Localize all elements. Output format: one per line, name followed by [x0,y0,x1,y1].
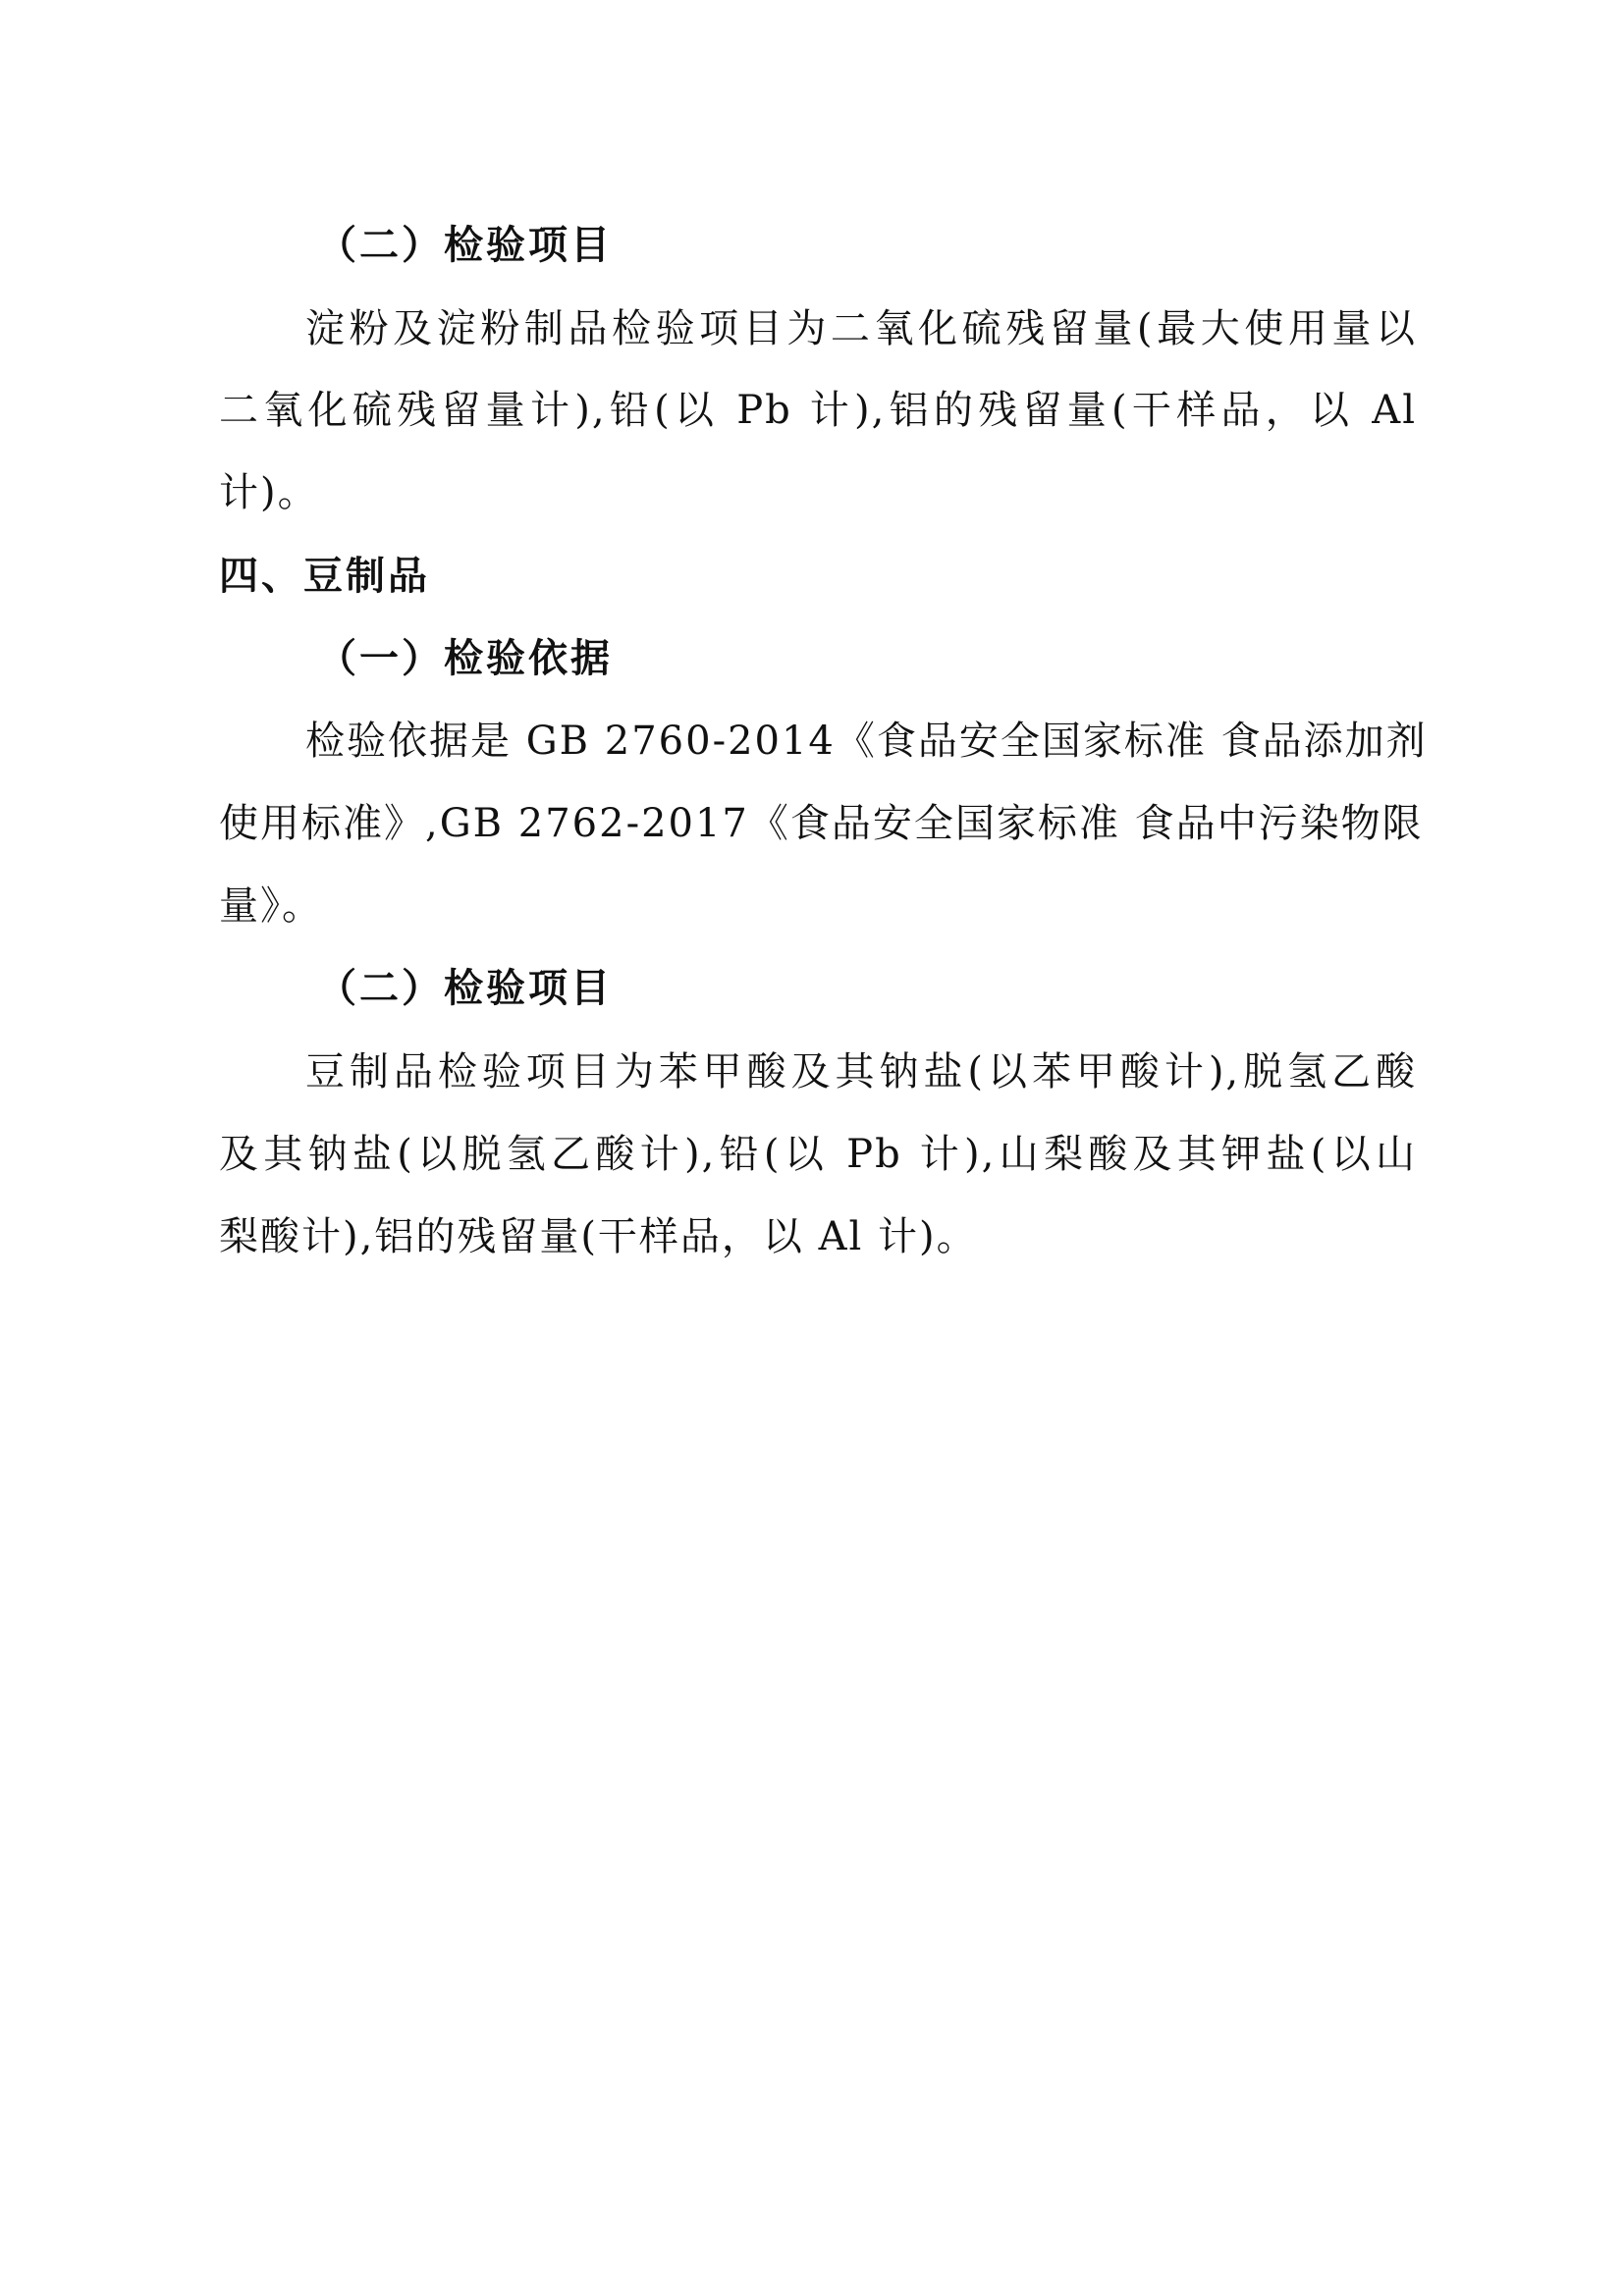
soy-basis-heading: （一）检验依据 [317,635,613,681]
soy-basis-line-1: 检验依据是 GB 2760-2014《食品安全国家标准 食品添加剂 [305,719,1428,764]
soy-items-line-1: 豆制品检验项目为苯甲酸及其钠盐(以苯甲酸计),脱氢乙酸 [305,1049,1417,1095]
starch-items-heading: （二）检验项目 [317,222,613,268]
soy-basis-line-2: 使用标准》,GB 2762-2017《食品安全国家标准 食品中污染物限 [219,801,1424,846]
soy-items-line-2: 及其钠盐(以脱氢乙酸计),铅(以 Pb 计),山梨酸及其钾盐(以山 [219,1132,1417,1177]
section-four-heading: 四、豆制品 [219,553,430,599]
starch-items-line-1: 淀粉及淀粉制品检验项目为二氧化硫残留量(最大使用量以 [305,306,1417,351]
starch-items-line-2: 二氧化硫残留量计),铅(以 Pb 计),铝的残留量(干样品，以 Al [219,388,1417,433]
soy-items-line-3: 梨酸计),铝的残留量(干样品，以 Al 计)。 [219,1214,978,1259]
starch-items-line-3: 计)。 [219,470,319,515]
soy-items-heading: （二）检验项目 [317,965,613,1011]
soy-basis-line-3: 量》。 [219,883,323,929]
